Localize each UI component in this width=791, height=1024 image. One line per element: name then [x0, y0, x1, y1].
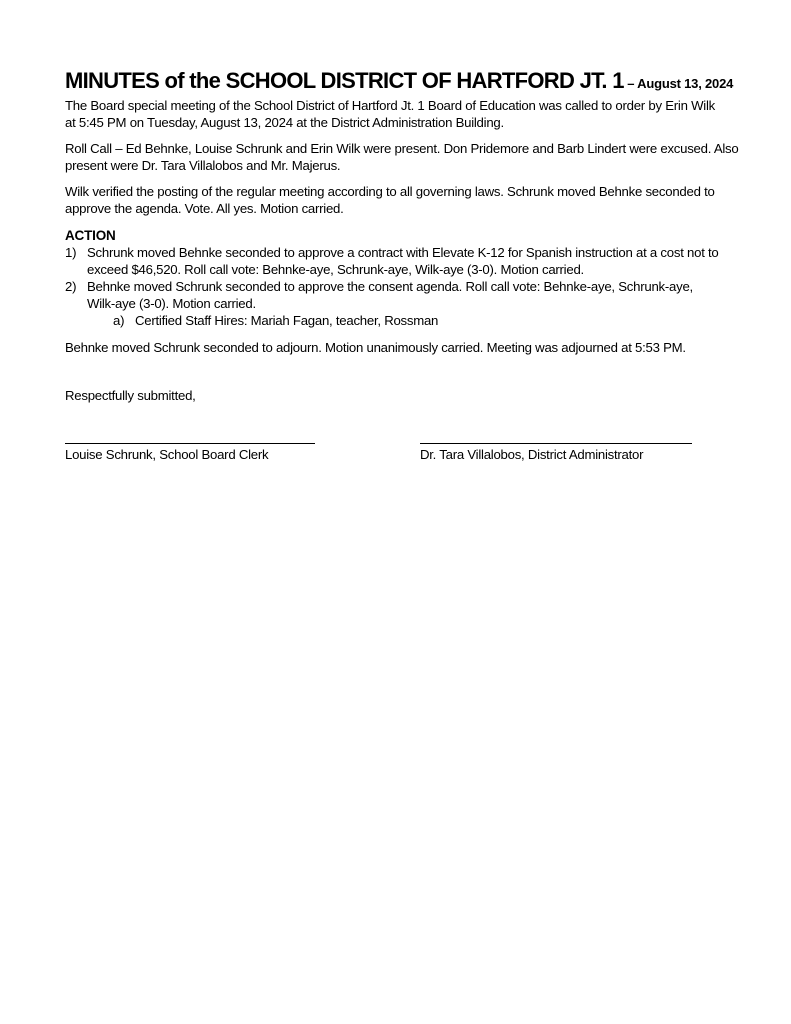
subitem-label: a) [113, 313, 125, 328]
administrator-signature-label: Dr. Tara Villalobos, District Administrator [420, 447, 644, 462]
paragraph-line: approve the agenda. Vote. All yes. Motion carried. [65, 201, 344, 216]
meeting-date: – August 13, 2024 [623, 76, 734, 91]
action-heading: ACTION [65, 228, 116, 243]
subitem-text: Certified Staff Hires: Mariah Fagan, teacher, Rossman [135, 313, 439, 328]
document-header [65, 64, 755, 97]
paragraph-line: Roll Call – Ed Behnke, Louise Schrunk and Erin Wilk were present. Don Pridemore and Barb Lindert were excused. Also [65, 141, 739, 156]
paragraph-line: present were Dr. Tara Villalobos and Mr. Majerus. [65, 158, 341, 173]
consent-agenda-subitem [65, 312, 755, 329]
signature-section [65, 443, 755, 483]
paragraph-line: Wilk verified the posting of the regular meeting according to all governing laws. Schrunk moved Behnke seconded to [65, 184, 715, 199]
signature-line [420, 443, 692, 444]
respectfully-submitted: Respectfully submitted, [65, 388, 196, 403]
action-item-number: 1) [65, 245, 77, 260]
paragraph-line: The Board special meeting of the School District of Hartford Jt. 1 Board of Education was called to order by Erin Wilk [65, 98, 715, 113]
action-item [65, 278, 755, 312]
action-item-line: Behnke moved Schrunk seconded to approve the consent agenda. Roll call vote: Behnke-aye, Schrunk-aye, [87, 279, 693, 294]
clerk-signature-block [65, 443, 315, 463]
action-item [65, 244, 755, 278]
administrator-signature-block [420, 443, 692, 463]
minutes-document [65, 64, 755, 404]
roll-call-paragraph [65, 140, 755, 174]
agenda-approval-paragraph [65, 183, 755, 217]
action-item-line: Wilk-aye (3-0). Motion carried. [87, 296, 256, 311]
action-list [65, 244, 755, 312]
clerk-signature-label: Louise Schrunk, School Board Clerk [65, 447, 269, 462]
call-to-order-paragraph [65, 97, 755, 131]
action-item-line: exceed $46,520. Roll call vote: Behnke-aye, Schrunk-aye, Wilk-aye (3-0). Motion carried. [87, 262, 584, 277]
action-item-line: Schrunk moved Behnke seconded to approve a contract with Elevate K-12 for Spanish instruction at a cost not to [87, 245, 719, 260]
adjournment-paragraph: Behnke moved Schrunk seconded to adjourn. Motion unanimously carried. Meeting was adjourned at 5:53 PM. [65, 340, 686, 355]
paragraph-line: at 5:45 PM on Tuesday, August 13, 2024 at the District Administration Building. [65, 115, 504, 130]
document-title: MINUTES of the SCHOOL DISTRICT OF HARTFORD JT. 1 [65, 68, 624, 93]
signature-line [65, 443, 315, 444]
action-item-number: 2) [65, 279, 77, 294]
